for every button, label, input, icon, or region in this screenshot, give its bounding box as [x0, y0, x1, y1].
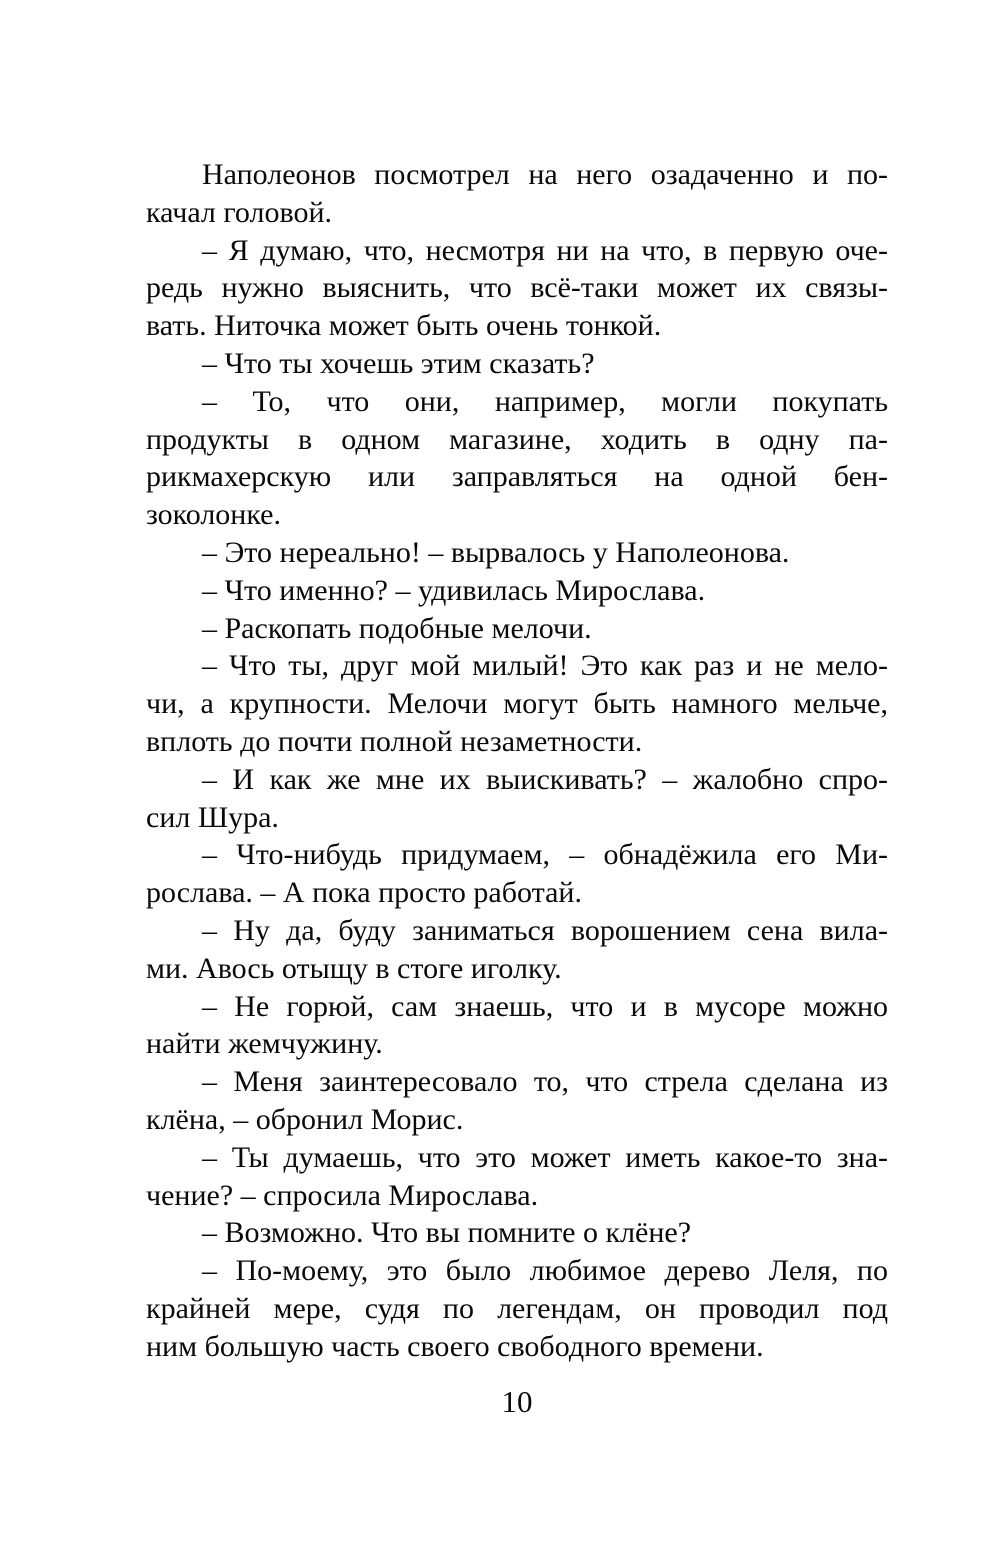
text-line: – Что ты, друг мой милый! Это как раз и не мело- — [202, 649, 888, 683]
text-line: крайней мере, судя по легендам, он проводил под — [146, 1291, 888, 1325]
text-line: вплоть до почти полной незаметности. — [146, 724, 643, 758]
text-line: зоколонке. — [146, 498, 281, 532]
text-line: вать. Ниточка может быть очень тонкой. — [146, 309, 662, 343]
text-line: Наполеонов посмотрел на него озадаченно и по- — [202, 158, 888, 191]
text-line: – И как же мне их выискивать? – жалобно спро- — [202, 762, 888, 796]
text-line: – По-моему, это было любимое дерево Леля, по — [202, 1254, 888, 1288]
text-line: рослава. – А пока просто работай. — [146, 876, 582, 910]
text-line: – Возможно. Что вы помните о клёне? — [202, 1216, 692, 1250]
text-line: ми. Авось отыщу в стоге иголку. — [146, 951, 562, 985]
text-line: клёна, – обронил Морис. — [146, 1102, 464, 1136]
text-line: продукты в одном магазине, ходить в одну па- — [146, 422, 888, 456]
text-line: – Что-нибудь придумаем, – обнадёжила его Ми- — [202, 838, 888, 872]
text-line: ним большую часть своего свободного времени. — [146, 1329, 764, 1363]
text-line: – Ты думаешь, что это может иметь какое-то зна- — [202, 1140, 888, 1174]
page-number: 10 — [501, 1384, 533, 1419]
text-line: – Что именно? – удивилась Мирослава. — [202, 573, 706, 607]
text-line: – Что ты хочешь этим сказать? — [202, 346, 595, 380]
text-line: качал головой. — [146, 195, 333, 229]
text-line: – Меня заинтересовало то, что стрела сделана из — [202, 1065, 888, 1099]
text-line: рикмахерскую или заправляться на одной бен- — [146, 460, 888, 494]
text-line: чение? – спросила Мирослава. — [146, 1178, 539, 1212]
text-line: – Ну да, буду заниматься ворошением сена вила- — [202, 913, 888, 947]
text-line: – Я думаю, что, несмотря ни на что, в первую оче- — [202, 233, 888, 267]
text-line: найти жемчужину. — [146, 1027, 383, 1061]
text-line: – Не горюй, сам знаешь, что и в мусоре можно — [202, 989, 888, 1023]
text-line: редь нужно выяснить, что всё-таки может их связы- — [146, 271, 888, 305]
text-line: чи, а крупности. Мелочи могут быть намного мельче, — [146, 687, 888, 721]
text-line: – Это нереально! – вырвалось у Наполеонова. — [202, 535, 790, 569]
text-line: – То, что они, например, могли покупать — [202, 384, 888, 418]
page-text — [146, 156, 888, 1366]
text-line: сил Шура. — [146, 800, 279, 834]
text-line: – Раскопать подобные мелочи. — [202, 611, 592, 645]
